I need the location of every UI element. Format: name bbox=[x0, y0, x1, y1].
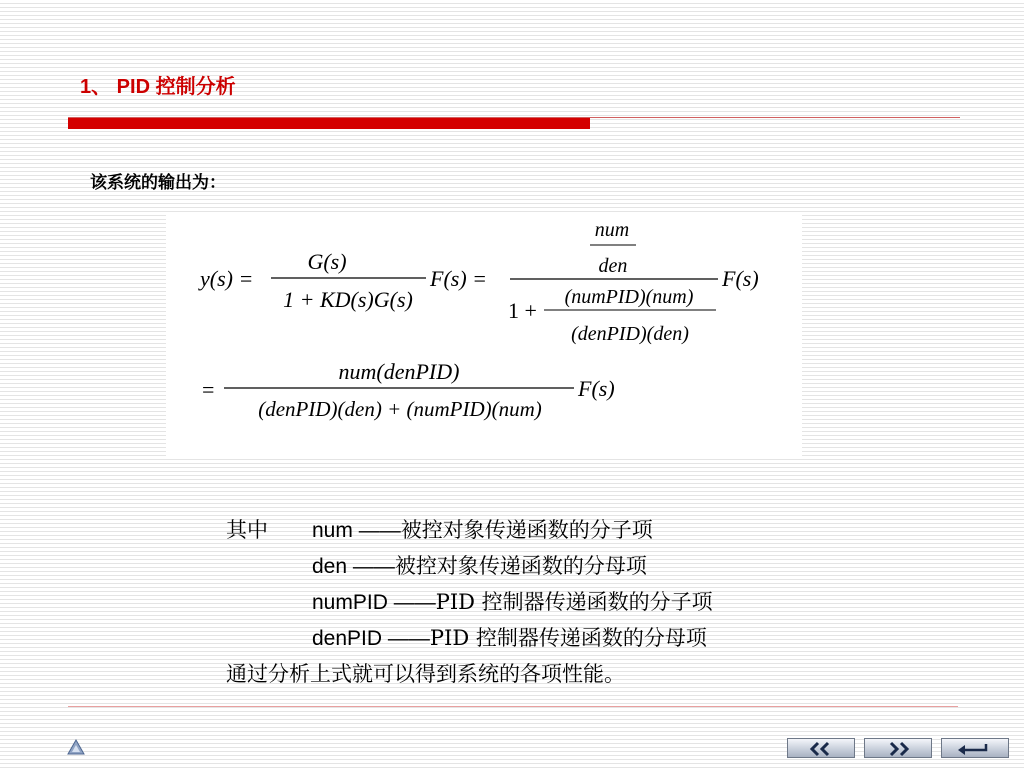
note-dash: —— bbox=[347, 555, 395, 578]
note-desc: PID 控制器传递函数的分子项 bbox=[435, 590, 713, 614]
slide-title: 1、 PID 控制分析 bbox=[80, 76, 236, 98]
note-dash: —— bbox=[352, 519, 401, 542]
double-chevron-right-icon bbox=[865, 739, 933, 759]
formula-mult3: F(s) bbox=[578, 376, 615, 401]
formula-line2-equals: = bbox=[202, 377, 215, 402]
return-button[interactable] bbox=[941, 738, 1009, 758]
formula-mult1: F(s) = bbox=[430, 266, 487, 291]
note-term: denPID bbox=[312, 627, 383, 650]
note-item-numpid bbox=[312, 584, 713, 621]
slide-logo-icon bbox=[66, 738, 86, 756]
formula-lhs: y(s) = bbox=[200, 266, 254, 291]
formula-frac3-denominator: (denPID)(den) + (numPID)(num) bbox=[258, 397, 542, 421]
next-slide-button[interactable] bbox=[864, 738, 932, 758]
formula-frac1-denominator: 1 + KD(s)G(s) bbox=[283, 287, 413, 312]
double-chevron-left-icon bbox=[788, 739, 856, 759]
note-term: numPID bbox=[312, 591, 388, 614]
intro-text: 该系统的输出为： bbox=[90, 173, 226, 193]
notes-lead: 其中 bbox=[226, 518, 268, 542]
formula-image bbox=[166, 212, 802, 456]
formula-nested-denominator: den bbox=[598, 255, 628, 277]
note-desc: PID 控制器传递函数的分母项 bbox=[429, 626, 707, 650]
note-desc: 被控对象传递函数的分子项 bbox=[400, 518, 653, 542]
footer-rule bbox=[68, 706, 958, 707]
previous-slide-button[interactable] bbox=[787, 738, 855, 758]
formula-frac3-numerator: num(denPID) bbox=[338, 359, 460, 384]
note-item-den bbox=[312, 548, 647, 585]
note-dash: —— bbox=[382, 627, 430, 650]
note-term: den bbox=[312, 555, 348, 578]
formula-frac2-inner-numerator: (numPID)(num) bbox=[564, 286, 694, 308]
formula-frac2-inner-denominator: (denPID)(den) bbox=[571, 323, 689, 345]
formula-frac1-numerator: G(s) bbox=[307, 249, 347, 274]
formula-nested-numerator: num bbox=[594, 219, 630, 241]
notes-conclusion: 通过分析上式就可以得到系统的各项性能。 bbox=[226, 662, 625, 686]
formula-frac2-one: 1 + bbox=[508, 298, 537, 323]
formula-svg bbox=[166, 212, 802, 456]
note-dash: —— bbox=[387, 591, 436, 614]
note-item-denpid bbox=[312, 620, 707, 657]
note-desc: 被控对象传递函数的分母项 bbox=[394, 554, 647, 578]
formula-mult2: F(s) bbox=[722, 266, 759, 291]
note-item-num bbox=[312, 512, 653, 549]
note-term: num bbox=[312, 519, 353, 542]
title-underline-thick bbox=[68, 118, 590, 129]
return-arrow-icon bbox=[942, 739, 1010, 759]
